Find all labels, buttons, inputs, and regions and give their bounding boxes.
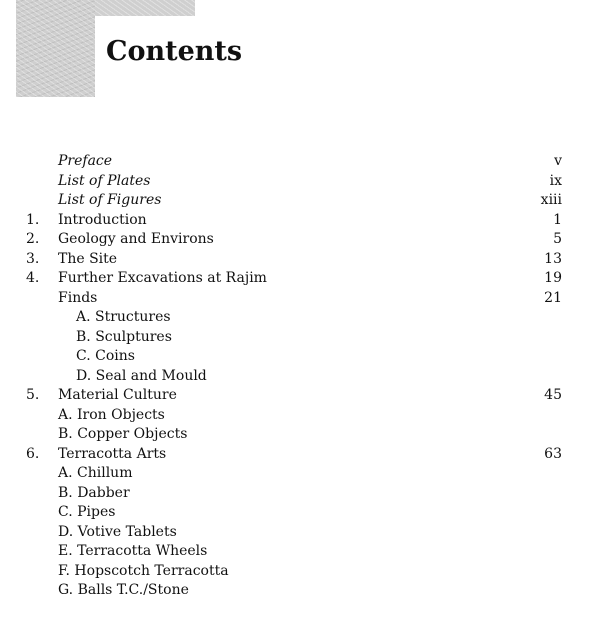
toc-entry-page: v	[554, 153, 562, 169]
toc-entry-label: Preface	[58, 153, 113, 169]
toc-subentry-structures	[0, 308, 600, 328]
toc-entry-the-site	[0, 250, 600, 270]
toc-entry-number: 1.	[26, 211, 40, 228]
toc-entry-label: List of Figures	[58, 192, 162, 208]
toc-entry-label: C. Pipes	[58, 504, 116, 520]
toc-subentry-coins	[0, 347, 600, 367]
toc-entry-label: B. Dabber	[58, 484, 130, 501]
toc-entry-label: Introduction	[58, 211, 147, 228]
toc-entry-label: A. Chillum	[58, 465, 133, 481]
decorative-texture-strip	[95, 0, 195, 16]
toc-entry-label: A. Iron Objects	[58, 406, 165, 423]
toc-entry-page: ix	[549, 172, 562, 189]
toc-subentry-sculptures	[0, 328, 600, 348]
toc-entry-page: 13	[544, 250, 562, 267]
toc-entry-label: Geology and Environs	[58, 231, 214, 247]
toc-subentry-dabber	[0, 484, 600, 504]
toc-entry-terracotta-arts	[0, 445, 600, 465]
toc-entry-label: Further Excavations at Rajim	[58, 270, 267, 286]
toc-entry-page: 5	[553, 231, 562, 247]
toc-entry-number: 2.	[26, 231, 40, 247]
toc-subentry-hopscotch-terracotta	[0, 562, 600, 582]
toc-entry-number: 4.	[26, 270, 40, 286]
toc-entry-label: F. Hopscotch Terracotta	[58, 562, 229, 579]
toc-entry-page: 45	[544, 387, 562, 403]
toc-entry-finds	[0, 289, 600, 309]
toc-entry-further-excavations	[0, 269, 600, 289]
toc-subentry-balls	[0, 581, 600, 601]
toc-subentry-pipes	[0, 503, 600, 523]
toc-entry-list-of-figures	[0, 191, 600, 211]
toc-entry-preface	[0, 152, 600, 172]
toc-subentry-iron-objects	[0, 406, 600, 426]
toc-entry-number: 5.	[26, 387, 40, 403]
toc-entry-label: B. Copper Objects	[58, 426, 188, 442]
toc-entry-material-culture	[0, 386, 600, 406]
toc-entry-label: Material Culture	[58, 387, 177, 403]
toc-entry-label: The Site	[58, 250, 118, 267]
toc-subentry-seal-and-mould	[0, 367, 600, 387]
toc-entry-label: A. Structures	[76, 309, 171, 325]
toc-subentry-votive-tablets	[0, 523, 600, 543]
toc-entry-page: 63	[544, 445, 562, 462]
toc-entry-number: 3.	[26, 250, 40, 267]
toc-entry-geology	[0, 230, 600, 250]
toc-entry-label: List of Plates	[58, 172, 151, 189]
toc-entry-introduction	[0, 211, 600, 231]
toc-subentry-copper-objects	[0, 425, 600, 445]
toc-subentry-chillum	[0, 464, 600, 484]
toc-entry-number: 6.	[26, 445, 40, 462]
table-of-contents	[0, 152, 600, 601]
toc-entry-label: Finds	[58, 289, 98, 306]
toc-subentry-terracotta-wheels	[0, 542, 600, 562]
page-title: Contents	[106, 36, 243, 67]
toc-entry-label: E. Terracotta Wheels	[58, 543, 208, 559]
toc-entry-label: D. Seal and Mould	[76, 367, 207, 384]
toc-entry-label: C. Coins	[76, 348, 135, 364]
toc-entry-page: xiii	[540, 192, 562, 208]
toc-entry-page: 21	[544, 289, 562, 306]
toc-entry-page: 19	[544, 270, 562, 286]
toc-entry-label: B. Sculptures	[76, 328, 172, 345]
toc-entry-label: Terracotta Arts	[58, 445, 167, 462]
toc-entry-label: D. Votive Tablets	[58, 523, 177, 540]
decorative-texture-block	[16, 0, 95, 97]
toc-entry-list-of-plates	[0, 172, 600, 192]
toc-entry-page: 1	[553, 211, 562, 228]
toc-entry-label: G. Balls T.C./Stone	[58, 582, 189, 598]
